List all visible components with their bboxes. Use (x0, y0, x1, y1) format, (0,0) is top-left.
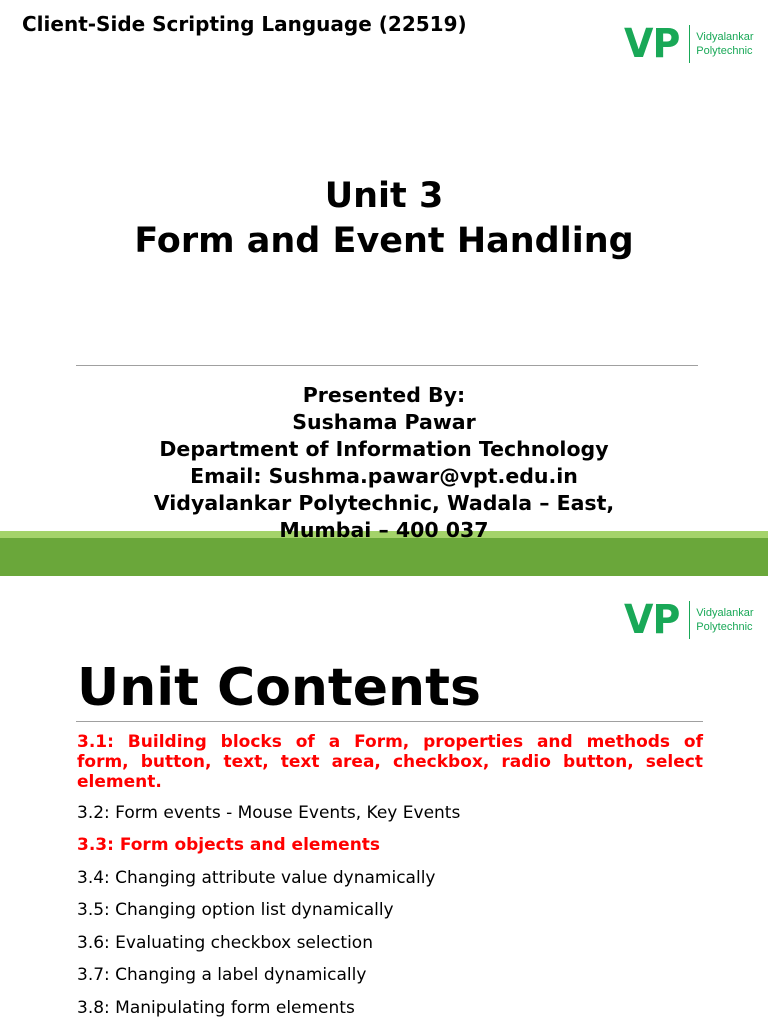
presenter-department: Department of Information Technology (159, 437, 609, 461)
logo-text (696, 30, 753, 58)
divider (76, 365, 698, 366)
contents-item-3-2: 3.2: Form events - Mouse Events, Key Events (77, 803, 461, 823)
vidyalankar-logo (624, 21, 754, 67)
unit-number: Unit 3 (324, 176, 444, 216)
logo-text-line2: Polytechnic (696, 621, 753, 633)
presenter-name: Sushama Pawar (292, 410, 476, 434)
logo-mark: VP (624, 597, 680, 643)
presenter-email: Email: Sushma.pawar@vpt.edu.in (190, 464, 578, 488)
logo-separator (689, 25, 690, 63)
contents-item-3-1-line2: form, button, text, text area, checkbox, radio button, select (77, 752, 703, 772)
course-title: Client-Side Scripting Language (22519) (22, 12, 467, 36)
contents-item-3-1-line3: element. (77, 772, 162, 792)
presenter-city: Mumbai – 400 037 (279, 518, 489, 542)
slide-title: Unit Contents (77, 658, 481, 718)
presenter-institute: Vidyalankar Polytechnic, Wadala – East, (153, 491, 615, 515)
logo-separator (689, 601, 690, 639)
contents-item-3-8: 3.8: Manipulating form elements (77, 998, 355, 1018)
logo-text (696, 606, 753, 634)
logo-text-line2: Polytechnic (696, 45, 753, 57)
contents-item-3-3: 3.3: Form objects and elements (77, 835, 381, 855)
unit-name: Form and Event Handling (134, 221, 634, 261)
divider (76, 721, 703, 722)
contents-item-3-7: 3.7: Changing a label dynamically (77, 965, 367, 985)
logo-text-line1: Vidyalankar (696, 607, 754, 619)
logo-mark: VP (624, 21, 680, 67)
presenter-label: Presented By: (302, 383, 466, 407)
vidyalankar-logo (624, 597, 754, 643)
contents-item-3-4: 3.4: Changing attribute value dynamically (77, 868, 436, 888)
contents-item-3-1 (77, 732, 703, 792)
contents-item-3-6: 3.6: Evaluating checkbox selection (77, 933, 373, 953)
contents-item-3-5: 3.5: Changing option list dynamically (77, 900, 394, 920)
contents-item-3-1-line1: 3.1: Building blocks of a Form, properties and methods of (77, 732, 703, 752)
logo-text-line1: Vidyalankar (696, 31, 754, 43)
